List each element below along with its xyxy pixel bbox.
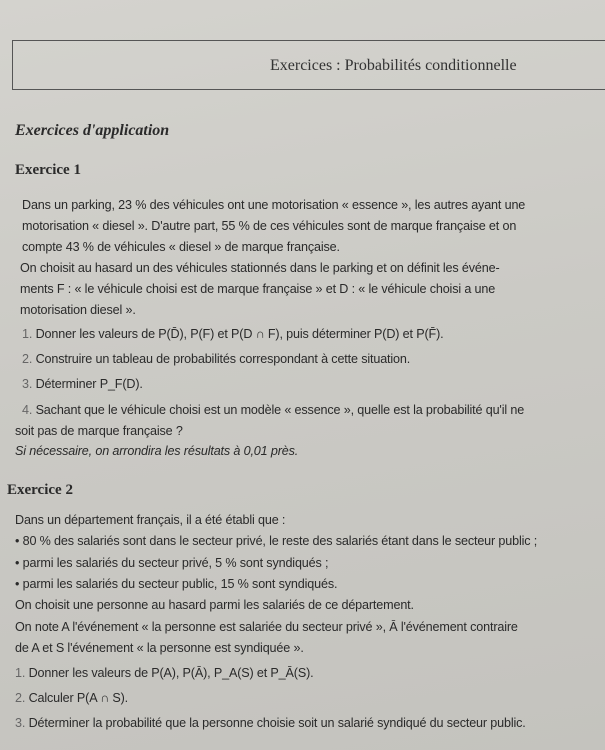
question-text: Déterminer la probabilité que la personne choisie soit un salarié syndiqué du secteur public. — [28, 716, 526, 730]
question-number: 4. — [22, 403, 33, 417]
ex2-question-2 — [15, 691, 128, 705]
question-number: 2. — [22, 352, 33, 366]
ex1-question-4 — [22, 403, 524, 417]
exercise-2-title: Exercice 2 — [7, 482, 73, 498]
ex2-question-1 — [15, 666, 313, 680]
ex1-line: Dans un parking, 23 % des véhicules ont une motorisation « essence », les autres ayant une — [22, 198, 526, 212]
question-text: Donner les valeurs de P(A), P(Ā), P_A(S) et P_Ā(S). — [28, 666, 314, 680]
ex2-line: • parmi les salariés du secteur public, 15 % sont syndiqués. — [15, 577, 338, 591]
ex2-question-3 — [15, 716, 526, 730]
question-number: 1. — [22, 327, 33, 341]
ex2-line: Dans un département français, il a été établi que : — [15, 513, 286, 527]
ex1-line: motorisation diesel ». — [20, 303, 136, 317]
ex1-line: ments F : « le véhicule choisi est de marque française » et D : « le véhicule choisi a une — [20, 282, 496, 296]
page-title: Exercices : Probabilités conditionnelle — [270, 57, 517, 74]
question-number: 3. — [22, 377, 33, 391]
ex1-question-3 — [22, 377, 143, 391]
ex1-question-1 — [22, 327, 443, 341]
ex2-line: On choisit une personne au hasard parmi les salariés de ce département. — [15, 598, 414, 612]
rounding-note: Si nécessaire, on arrondira les résultats à 0,01 près. — [15, 444, 299, 458]
ex1-line: compte 43 % de véhicules « diesel » de marque française. — [22, 240, 340, 254]
question-text: Sachant que le véhicule choisi est un modèle « essence », quelle est la probabilité qu'il ne — [35, 403, 525, 417]
section-title: Exercices d'application — [15, 122, 170, 139]
ex1-line: motorisation « diesel ». D'autre part, 55 % de ces véhicules sont de marque française et on — [22, 219, 517, 233]
ex2-line: • parmi les salariés du secteur privé, 5 % sont syndiqués ; — [15, 556, 329, 570]
question-text: Donner les valeurs de P(D̄), P(F) et P(D ∩ F), puis déterminer P(D) et P(F̄). — [35, 327, 444, 341]
ex1-line: On choisit au hasard un des véhicules stationnés dans le parking et on définit les événe- — [20, 261, 500, 275]
ex2-line: • 80 % des salariés sont dans le secteur privé, le reste des salariés étant dans le secteur public ; — [15, 534, 538, 548]
ex1-question-4-continued: soit pas de marque française ? — [15, 424, 183, 438]
ex1-question-2 — [22, 352, 410, 366]
ex2-line: de A et S l'événement « la personne est syndiquée ». — [15, 641, 304, 655]
question-text: Déterminer P_F(D). — [35, 377, 143, 391]
question-number: 3. — [15, 716, 26, 730]
question-text: Construire un tableau de probabilités correspondant à cette situation. — [35, 352, 411, 366]
exercise-1-title: Exercice 1 — [15, 162, 81, 178]
question-text: Calculer P(A ∩ S). — [28, 691, 128, 705]
question-number: 1. — [15, 666, 26, 680]
question-number: 2. — [15, 691, 26, 705]
ex2-line: On note A l'événement « la personne est salariée du secteur privé », Ā l'événement contraire — [15, 620, 518, 634]
